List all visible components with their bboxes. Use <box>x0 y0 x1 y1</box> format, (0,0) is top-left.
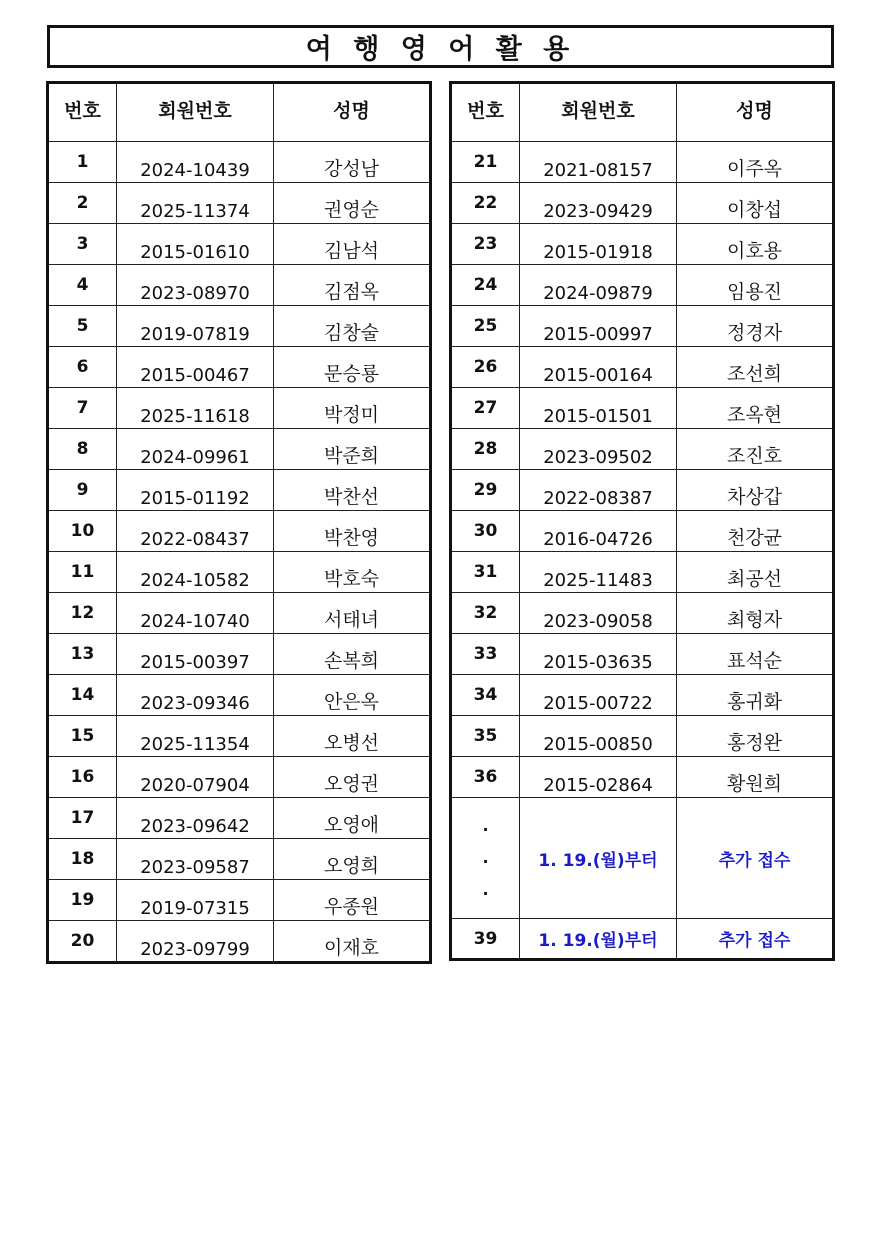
table-row <box>48 306 431 347</box>
roster-table-left <box>46 81 432 964</box>
row-number: 26 <box>451 347 520 388</box>
registration-date-notice: 1. 19.(월)부터 <box>520 798 677 919</box>
row-number: 10 <box>48 511 117 552</box>
table-row <box>48 880 431 921</box>
roster-table-right <box>449 81 835 961</box>
table-row <box>451 347 834 388</box>
member-id: 2023-09502 <box>520 429 677 470</box>
table-row <box>48 552 431 593</box>
member-id: 2015-00467 <box>117 347 274 388</box>
member-name: 이호용 <box>677 224 834 265</box>
table-row <box>451 470 834 511</box>
table-row <box>48 798 431 839</box>
member-name: 박준희 <box>274 429 431 470</box>
page-title: 여 행 영 어 활 용 <box>47 25 834 68</box>
table-header-row <box>451 83 834 142</box>
member-id: 2015-01192 <box>117 470 274 511</box>
row-number: 21 <box>451 142 520 183</box>
member-name: 최공선 <box>677 552 834 593</box>
member-name: 박찬선 <box>274 470 431 511</box>
table-row <box>48 183 431 224</box>
member-id: 2022-08437 <box>117 511 274 552</box>
row-number: 20 <box>48 921 117 963</box>
member-name: 이창섭 <box>677 183 834 224</box>
table-row <box>48 265 431 306</box>
table-row <box>48 593 431 634</box>
member-name: 오병선 <box>274 716 431 757</box>
member-id: 2023-09429 <box>520 183 677 224</box>
row-number: 12 <box>48 593 117 634</box>
ellipsis-cell <box>451 798 520 919</box>
row-number: 13 <box>48 634 117 675</box>
table-row-last <box>451 919 834 960</box>
row-number: 36 <box>451 757 520 798</box>
member-name: 조선희 <box>677 347 834 388</box>
member-id: 2015-01610 <box>117 224 274 265</box>
member-name: 우종원 <box>274 880 431 921</box>
table-row <box>451 552 834 593</box>
table-row <box>48 757 431 798</box>
member-id: 2021-08157 <box>520 142 677 183</box>
member-id: 2015-00397 <box>117 634 274 675</box>
member-name: 문승룡 <box>274 347 431 388</box>
member-id: 2015-03635 <box>520 634 677 675</box>
column-header-member-id: 회원번호 <box>117 83 274 142</box>
member-name: 박정미 <box>274 388 431 429</box>
row-number: 3 <box>48 224 117 265</box>
member-id: 2015-00997 <box>520 306 677 347</box>
member-id: 2023-09058 <box>520 593 677 634</box>
row-number: 39 <box>451 919 520 960</box>
row-number: 14 <box>48 675 117 716</box>
member-name: 이주옥 <box>677 142 834 183</box>
row-number: 22 <box>451 183 520 224</box>
table-row <box>48 511 431 552</box>
row-number: 2 <box>48 183 117 224</box>
member-id: 2016-04726 <box>520 511 677 552</box>
row-number: 24 <box>451 265 520 306</box>
table-row <box>451 429 834 470</box>
row-number: 32 <box>451 593 520 634</box>
table-row <box>48 675 431 716</box>
row-number: 29 <box>451 470 520 511</box>
row-number: 30 <box>451 511 520 552</box>
row-number: 18 <box>48 839 117 880</box>
member-id: 2024-10582 <box>117 552 274 593</box>
table-row <box>48 470 431 511</box>
row-number: 34 <box>451 675 520 716</box>
member-id: 2025-11374 <box>117 183 274 224</box>
member-id: 2024-10439 <box>117 142 274 183</box>
member-id: 2024-10740 <box>117 593 274 634</box>
table-row <box>451 183 834 224</box>
member-name: 오영권 <box>274 757 431 798</box>
table-row <box>451 306 834 347</box>
registration-date-notice: 1. 19.(월)부터 <box>520 919 677 960</box>
row-number: 1 <box>48 142 117 183</box>
column-header-number: 번호 <box>451 83 520 142</box>
member-id: 2023-09799 <box>117 921 274 963</box>
table-row <box>451 142 834 183</box>
column-header-name: 성명 <box>677 83 834 142</box>
row-number: 27 <box>451 388 520 429</box>
member-name: 천강균 <box>677 511 834 552</box>
column-header-name: 성명 <box>274 83 431 142</box>
row-number: 7 <box>48 388 117 429</box>
member-id: 2023-09587 <box>117 839 274 880</box>
row-number: 19 <box>48 880 117 921</box>
member-id: 2015-01918 <box>520 224 677 265</box>
member-id: 2023-09346 <box>117 675 274 716</box>
row-number: 6 <box>48 347 117 388</box>
member-name: 안은옥 <box>274 675 431 716</box>
member-name: 황원희 <box>677 757 834 798</box>
table-row <box>451 511 834 552</box>
member-id: 2023-09642 <box>117 798 274 839</box>
row-number: 9 <box>48 470 117 511</box>
row-number: 4 <box>48 265 117 306</box>
member-id: 2024-09961 <box>117 429 274 470</box>
column-header-number: 번호 <box>48 83 117 142</box>
additional-registration-notice: 추가 접수 <box>677 919 834 960</box>
member-id: 2025-11354 <box>117 716 274 757</box>
table-row <box>48 716 431 757</box>
row-number: 11 <box>48 552 117 593</box>
table-row <box>451 593 834 634</box>
member-name: 박찬영 <box>274 511 431 552</box>
ellipsis-dot: . <box>482 848 489 867</box>
table-row <box>48 388 431 429</box>
additional-registration-row <box>451 798 834 919</box>
table-row <box>48 224 431 265</box>
row-number: 25 <box>451 306 520 347</box>
member-id: 2019-07819 <box>117 306 274 347</box>
table-row <box>451 634 834 675</box>
row-number: 31 <box>451 552 520 593</box>
ellipsis-dot: . <box>482 816 489 835</box>
member-name: 조옥현 <box>677 388 834 429</box>
member-id: 2015-02864 <box>520 757 677 798</box>
member-name: 정경자 <box>677 306 834 347</box>
member-id: 2022-08387 <box>520 470 677 511</box>
table-row <box>48 634 431 675</box>
row-number: 17 <box>48 798 117 839</box>
row-number: 23 <box>451 224 520 265</box>
member-id: 2015-00722 <box>520 675 677 716</box>
table-row <box>451 757 834 798</box>
member-id: 2015-00850 <box>520 716 677 757</box>
member-name: 홍정완 <box>677 716 834 757</box>
row-number: 8 <box>48 429 117 470</box>
table-row <box>48 347 431 388</box>
member-name: 오영희 <box>274 839 431 880</box>
table-row <box>48 142 431 183</box>
table-row <box>48 429 431 470</box>
table-row <box>451 675 834 716</box>
member-id: 2025-11618 <box>117 388 274 429</box>
table-row <box>451 224 834 265</box>
member-name: 김점옥 <box>274 265 431 306</box>
member-id: 2015-00164 <box>520 347 677 388</box>
table-header-row <box>48 83 431 142</box>
table-row <box>48 839 431 880</box>
column-header-member-id: 회원번호 <box>520 83 677 142</box>
member-name: 차상갑 <box>677 470 834 511</box>
member-name: 임용진 <box>677 265 834 306</box>
member-id: 2023-08970 <box>117 265 274 306</box>
member-name: 최형자 <box>677 593 834 634</box>
member-name: 이재호 <box>274 921 431 963</box>
member-name: 강성남 <box>274 142 431 183</box>
member-name: 오영애 <box>274 798 431 839</box>
table-row <box>451 265 834 306</box>
row-number: 33 <box>451 634 520 675</box>
member-name: 홍귀화 <box>677 675 834 716</box>
member-name: 조진호 <box>677 429 834 470</box>
member-name: 서태녀 <box>274 593 431 634</box>
member-id: 2019-07315 <box>117 880 274 921</box>
member-id: 2024-09879 <box>520 265 677 306</box>
ellipsis-dot: . <box>482 880 489 899</box>
member-id: 2025-11483 <box>520 552 677 593</box>
member-name: 권영순 <box>274 183 431 224</box>
table-row <box>451 388 834 429</box>
member-name: 표석순 <box>677 634 834 675</box>
member-id: 2020-07904 <box>117 757 274 798</box>
row-number: 15 <box>48 716 117 757</box>
additional-registration-notice: 추가 접수 <box>677 798 834 919</box>
table-row <box>451 716 834 757</box>
member-id: 2015-01501 <box>520 388 677 429</box>
table-row <box>48 921 431 963</box>
row-number: 35 <box>451 716 520 757</box>
row-number: 5 <box>48 306 117 347</box>
row-number: 16 <box>48 757 117 798</box>
row-number: 28 <box>451 429 520 470</box>
member-name: 박호숙 <box>274 552 431 593</box>
member-name: 김남석 <box>274 224 431 265</box>
member-name: 손복희 <box>274 634 431 675</box>
member-name: 김창술 <box>274 306 431 347</box>
